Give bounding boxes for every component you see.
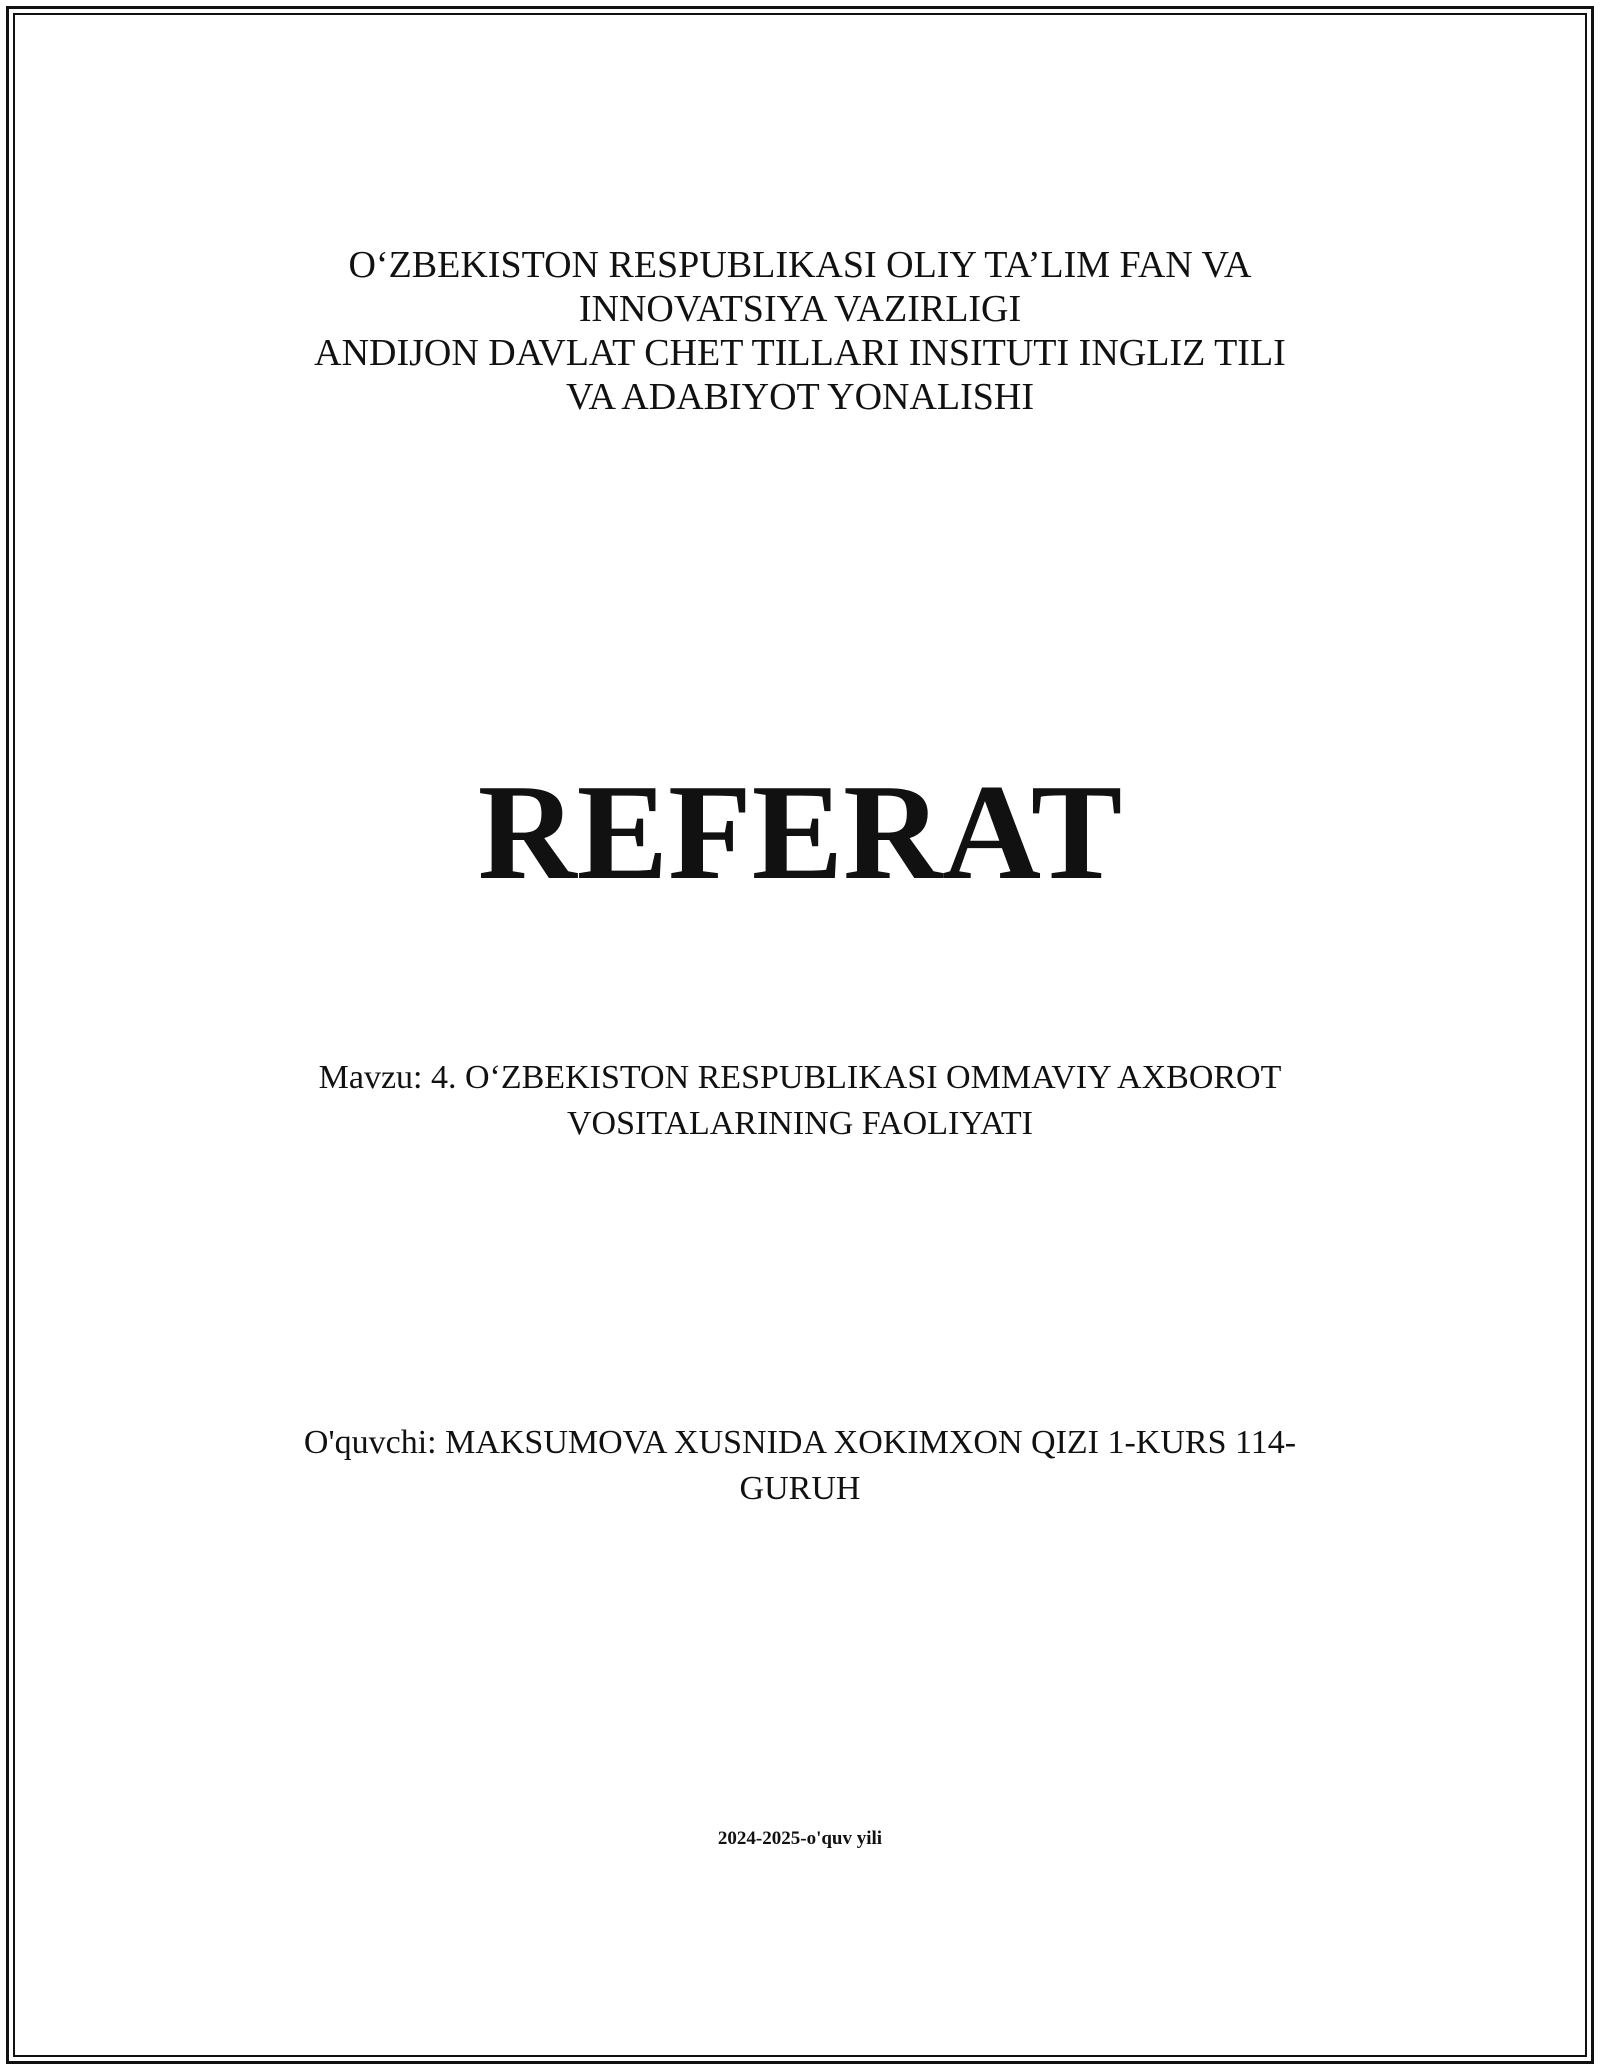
document-title: REFERAT	[477, 756, 1123, 908]
header-line: O‘ZBEKISTON RESPUBLIKASI OLIY TA’LIM FAN VA	[348, 244, 1252, 286]
institution-header	[0, 243, 1600, 419]
topic-line: Mavzu: 4. O‘ZBEKISTON RESPUBLIKASI OMMAVIY AXBOROT	[318, 1059, 1282, 1096]
topic-line: VOSITALARINING FAOLIYATI	[567, 1105, 1033, 1142]
student-line: O'quvchi: MAKSUMOVA XUSNIDA XOKIMXON QIZI 1-KURS 114-	[303, 1424, 1297, 1461]
academic-year: 2024-2025-o'quv yili	[717, 1828, 883, 1849]
header-line: ANDIJON DAVLAT CHET TILLARI INSITUTI INGLIZ TILI	[314, 332, 1286, 374]
header-line: VA ADABIYOT YONALISHI	[566, 376, 1034, 418]
student-block	[0, 1420, 1600, 1512]
topic-block	[0, 1055, 1600, 1147]
header-line: INNOVATSIYA VAZIRLIGI	[578, 288, 1022, 330]
student-line: GURUH	[739, 1470, 861, 1507]
